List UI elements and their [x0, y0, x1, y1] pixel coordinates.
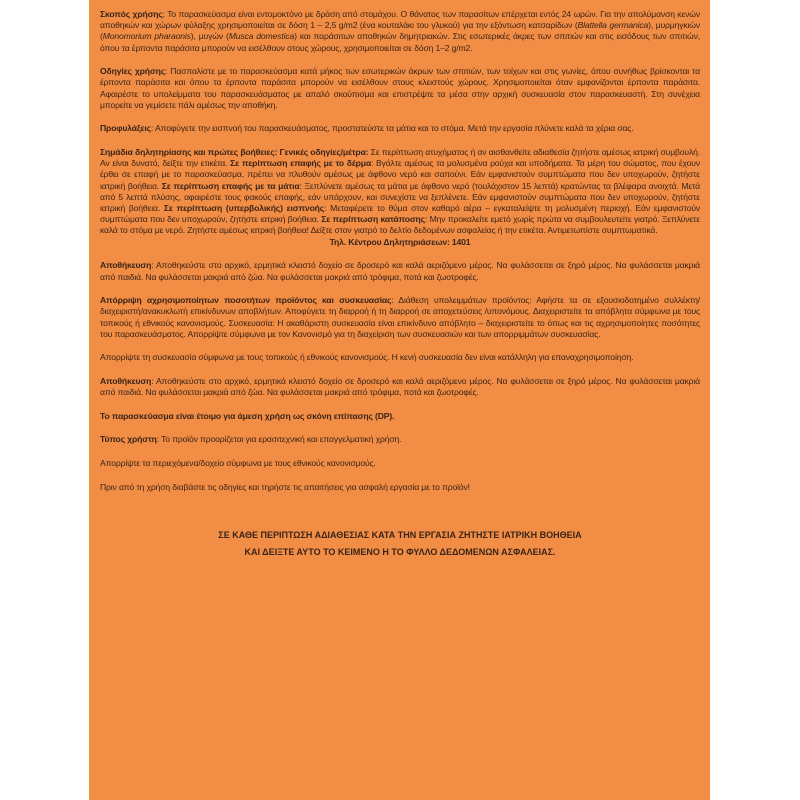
- user-type-heading: Τύπος χρήστη: [100, 434, 157, 445]
- scope-of-use-text: : Το παρασκεύασμα είναι εντομοκτόνο με δράση από στομάχου. Ο θάνατος των παρασίτων επέρχεται εντός 24 ωρών. Για την απολύμανση κενών αποθηκών και χώρων φύλαξης χρησιμοποιείται σε δόση 1 – 2,5 g/m2 (ένα κουταλάκι του γλυκού) για την εξόντωση κατσαρίδων (: [100, 9, 700, 31]
- packaging-disposal-text: Απορρίψτε τη συσκευασία σύμφωνα με τους τοπικούς ή εθνικούς κανονισμούς. Η κενή συσκευασία δεν είναι κατάλληλη για επαναχρησιμοποίηση.: [100, 352, 634, 363]
- closing-warning-line: ΣΕ ΚΑΘΕ ΠΕΡΙΠΤΩΣΗ ΑΔΙΑΘΕΣΙΑΣ ΚΑΤΑ ΤΗΝ ΕΡΓΑΣΙΑ ΖΗΤΗΣΤΕ ΙΑΤΡΙΚΗ ΒΟΗΘΕΙΑ: [218, 530, 582, 541]
- inhalation-text: : Μεταφέρετε το θύμα στον καθαρό αέρα – εγκαταλείψτε τη μολυσμένη περιοχή. Εάν εμφανιστούν συμπτώματα που δεν υποχωρούν, ζητήστε ιατρική βοήθεια.: [100, 203, 701, 225]
- scope-of-use-text: ), μυγών (: [190, 31, 229, 42]
- closing-warning: [100, 527, 700, 561]
- first-aid-general-heading: : Γενικές οδηγίες/μέτρα:: [274, 147, 369, 157]
- eye-contact-heading: Σε περίπτωση επαφής με τα μάτια: [161, 180, 300, 191]
- instructions-section: [100, 66, 700, 111]
- spacer: [100, 505, 700, 527]
- storage-heading: Αποθήκευση: [100, 376, 152, 387]
- scope-of-use-heading: Σκοπός χρήσης: [100, 9, 163, 19]
- disposal-heading: Απόρριψη αχρησιμοποίητων ποσοτήτων προϊόντος και συσκευασίας: [100, 295, 392, 306]
- ready-to-use-statement: Το παρασκεύασμα είναι έτοιμο για άμεση χρήση ως σκόνη επίπασης (DP).: [100, 410, 395, 421]
- instructions-text: : Πασπαλίστε με το παρασκεύασμα κατά μήκος των εσωτερικών άκρων των σπιτιών, των τοίχων και στις γωνίες, όπου συνήθως βρίσκονται τα έρποντα παράσιτα και όπου τα έρποντα παράσιτα μπορούν να εισέλθουν στους κλειστούς χώρους. Χρησιμοποιείται όταν εμφανίζονται έρποντα παράσιτα. Αφαιρέστε το υπολείμματα του παρασκευάσματος με απαλό σκούπισμα και επιστρέψτε τα μέσα στην αρχική συσκευασία στον παρασκευαστή. Στη συνέχεια μπορείτε να γεμίσετε πάλι αμέσως την αποθήκη.: [100, 66, 700, 110]
- storage-heading: Αποθήκευση: [100, 260, 152, 271]
- read-before-use-text: Πριν από τη χρήση διαβάστε τις οδηγίες και τηρήστε τις απαιτήσεις για ασφαλή εργασία με το προϊόν!: [100, 481, 470, 492]
- instructions-heading: Οδηγίες χρήσης: [100, 66, 166, 77]
- species-name: Blattella germanica: [577, 20, 649, 31]
- ingestion-heading: Σε περίπτωση κατάποσης: [321, 214, 425, 225]
- poison-center-phone: Τηλ. Κέντρου Δηλητηριάσεων: 1401: [329, 236, 471, 247]
- scope-of-use-text: ) και παράσιτων αποθηκών δημητριακών. Στις εσωτερικές άκρες των σπιτιών και στις εισόδους των σπιτιών, όπου τα έρποντα παράσιτα μπορούν να εισέλθουν στους χώρους, χρησιμοποιείται σε δόση 1–2 g/m2.: [100, 31, 700, 53]
- inhalation-heading: Σε περίπτωση (υπερβολικής) εισπνοής: [163, 203, 325, 214]
- user-type-text: : Το προϊόν προορίζεται για ερασιτεχνική και επαγγελματική χρήση.: [156, 434, 402, 445]
- ingestion-text: : Μην προκαλείτε εμετό χωρίς πρώτα να συμβουλευτείτε γιατρό. Ξεπλύνετε καλά το στόμα με νερό. Ζητήστε αμέσως ιατρική βοήθεια! Δείξτε στον γιατρό το δελτίο δεδομένων ασφαλείας ή την ετικέτα. Αντιμετωπίστε συμπτωματικά.: [100, 214, 700, 236]
- scope-of-use-text: ), μυρμηγκιών (: [100, 20, 700, 42]
- species-name: Musca domestica: [228, 31, 295, 42]
- skin-contact-heading: Σε περίπτωση επαφής με το δέρμα: [230, 158, 371, 169]
- storage-section-repeat: [100, 376, 700, 398]
- contents-disposal-text: Απορρίψτε τα περιεχόμενα/δοχείο σύμφωνα με τους εθνικούς κανονισμούς.: [100, 458, 376, 468]
- storage-section: [100, 260, 700, 282]
- first-aid-heading: Σημάδια δηλητηρίασης και πρώτες βοήθειες: [100, 147, 275, 157]
- closing-warning-line: ΚΑΙ ΔΕΙΞΤΕ ΑΥΤΟ ΤΟ ΚΕΙΜΕΝΟ Η ΤΟ ΦΥΛΛΟ ΔΕΔΟΜΕΝΩΝ ΑΣΦΑΛΕΙΑΣ.: [244, 547, 556, 558]
- precautions-heading: Προφυλάξεις: [100, 123, 151, 134]
- product-label-sheet: [89, 0, 710, 800]
- first-aid-section: [100, 147, 700, 237]
- storage-text: : Αποθηκεύστε στο αρχικό, ερμητικά κλειστό δοχείο σε δροσερό και καλά αεριζόμενο μέρος. Να φυλάσσεται σε ξηρό μέρος. Να φυλάσσεται μακριά από παιδιά. Να φυλάσσεται μακριά από ζώα. Να φυλάσσεται μακριά από τρόφιμα, ποτά και ζωοτροφές.: [100, 260, 700, 282]
- storage-text: : Αποθηκεύστε στο αρχικό, ερμητικά κλειστό δοχείο σε δροσερό και καλά αεριζόμενο μέρος. Να φυλάσσεται σε ξηρό μέρος. Να φυλάσσεται μακριά από παιδιά. Να φυλάσσεται μακριά από ζώα. Να φυλάσσεται μακριά από τρόφιμα, ποτά και ζωοτροφές.: [100, 376, 700, 398]
- disposal-section: [100, 295, 700, 340]
- user-type-section: [100, 434, 700, 445]
- precautions-section: [100, 123, 700, 134]
- scope-of-use-section: [100, 9, 700, 54]
- species-name: Monomorium pharaonis: [102, 31, 191, 42]
- first-aid-general-text: Σε περίπτωση ατυχήματος ή αν αισθανθείτε αδιαθεσία ζητήστε αμέσως ιατρική συμβουλή. Αν είναι δυνατό, δείξτε την ετικέτα.: [100, 147, 700, 169]
- skin-contact-text: : Βγάλτε αμέσως τα μολυσμένα ρούχα και υποδήματα. Τα μέρη του σώματος, που έχουν έρθει σε επαφή με το παρασκεύασμα, πρέπει να πλυθούν αμέσως με άφθονο νερό και σαπούνι. Εάν εμφανιστούν συμπτώματα που δεν υποχωρούν, ζητήστε ιατρική βοήθεια.: [100, 158, 700, 191]
- eye-contact-text: : Ξεπλύνετε αμέσως τα μάτια με άφθονο νερό (τουλάχιστον 15 λεπτά) κρατώντας τα βλέφαρα ανοιχτά. Μετά από 5 λεπτά πλύσης, αφαιρέστε τους φακούς επαφής, εάν υπάρχουν, και συνεχίστε να ξεπλένετε. Εάν εμφανιστούν συμπτώματα που δεν υποχωρούν, ζητήστε ιατρική βοήθεια.: [100, 180, 700, 214]
- disposal-text: : Διάθεση υπολειμμάτων προϊόντος: Αφήστε τα σε εξουσιοδοτημένο συλλέκτη/διαχειριστή/ανακυκλωτή επικίνδυνων αποβλήτων. Αποφύγετε τη διαρροή ή τη διαρροή σε αποχετεύσεις /υπονόμους. Διαχειριστείτε τα απόβλητα σύμφωνα με τους τοπικούς ή εθνικούς κανονισμούς. Συσκευασία: Η ακαθάριστη συσκευασία είναι επικίνδυνο απόβλητο – διαχειριστείτε το όπως και τις αχρησιμοποίητες ποσότητες του παρασκευάσματος. Απορρίψτε σύμφωνα με τον Κανονισμό για τη διαχείριση των συσκευασιών και των απορριμμάτων συσκευασίας.: [100, 295, 700, 339]
- precautions-text: : Αποφύγετε την εισπνοή του παρασκευάσματος, προστατεύστε τα μάτια και το στόμα. Μετά την εργασία πλύνετε καλά τα χέρια σας.: [151, 123, 634, 134]
